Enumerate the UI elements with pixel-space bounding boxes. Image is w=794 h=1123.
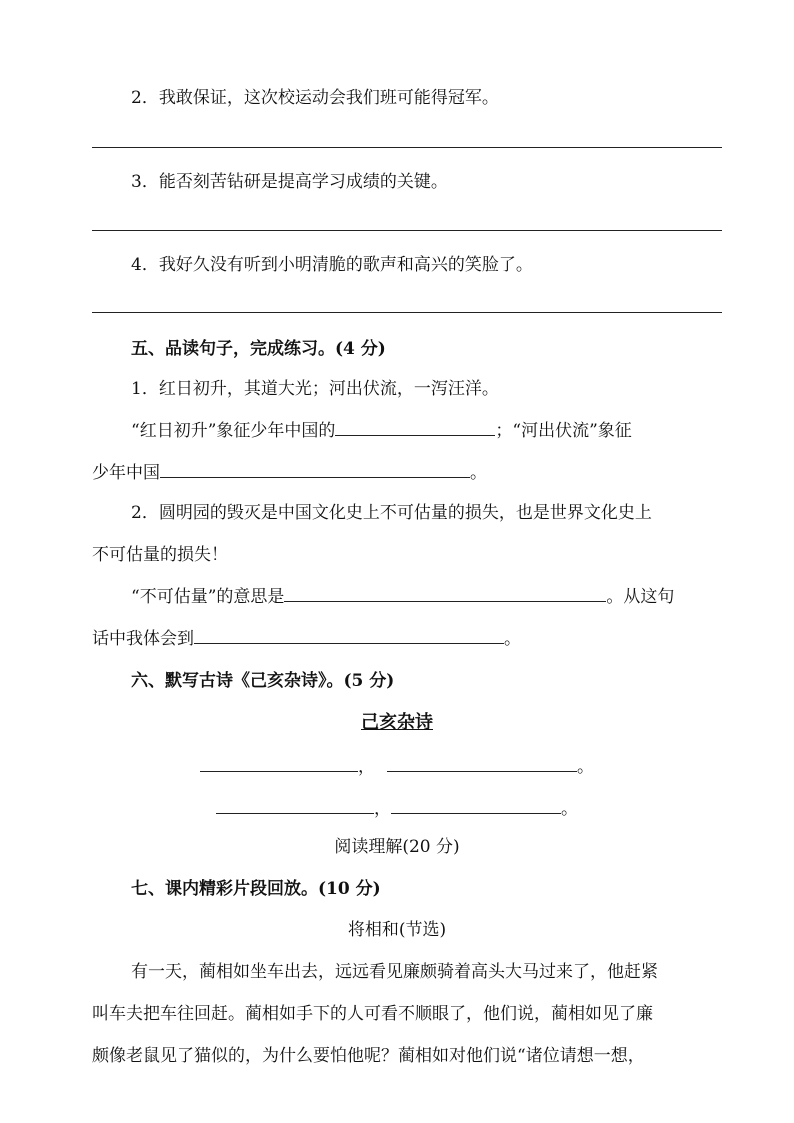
sentence-1-prompt-a: “红日初升”象征少年中国的	[131, 421, 336, 441]
sentence-1-prompt-b: ；“河出伏流”象征	[495, 421, 632, 441]
question-3: 3．能否刻苦钻研是提高学习成绩的关键。	[131, 172, 448, 192]
poem-period-2: 。	[561, 799, 578, 819]
passage-line-1: 有一天，蔺相如坐车出去，远远看见廉颇骑着高头大马过来了，他赶紧	[131, 962, 658, 982]
poem-line-1	[0, 755, 794, 779]
sentence-1: 1．红日初升，其道大光；河出伏流，一泻汪洋。	[131, 379, 499, 399]
poem-blank-3[interactable]	[216, 813, 374, 814]
sentence-2-line2: 不可估量的损失！	[92, 545, 228, 565]
passage-line-3: 颇像老鼠见了猫似的，为什么要怕他呢？蔺相如对他们说“诸位请想一想，	[92, 1046, 645, 1066]
sentence-1-end: 。	[470, 463, 487, 483]
sentence-2-prompt-c: 话中我体会到	[92, 629, 194, 649]
blank-1b[interactable]	[160, 477, 470, 478]
poem-title: 己亥杂诗	[361, 712, 433, 733]
blank-2b[interactable]	[194, 643, 504, 644]
passage-title: 将相和(节选)	[347, 920, 447, 940]
sentence-2-line1: 2．圆明园的毁灭是中国文化史上不可估量的损失，也是世界文化史上	[131, 503, 652, 523]
sentence-1-question-line2	[92, 461, 487, 485]
blank-1a[interactable]	[335, 435, 495, 436]
passage-line-2: 叫车夫把车往回赶。蔺相如手下的人可看不顺眼了，他们说，蔺相如见了廉	[92, 1004, 653, 1024]
poem-comma-1: ，	[358, 757, 375, 777]
poem-blank-2[interactable]	[387, 771, 577, 772]
sentence-2-end: 。	[504, 629, 521, 649]
answer-line-4[interactable]	[92, 312, 722, 313]
sentence-1-prompt-c: 少年中国	[92, 463, 160, 483]
question-2: 2．我敢保证，这次校运动会我们班可能得冠军。	[131, 88, 499, 108]
poem-line-2	[0, 797, 794, 821]
answer-line-3[interactable]	[92, 230, 722, 231]
sentence-2-prompt-a: “不可估量”的意思是	[131, 587, 285, 607]
section-5-heading: 五、品读句子，完成练习。(4 分)	[131, 339, 386, 359]
section-7-heading: 七、课内精彩片段回放。(10 分)	[131, 879, 381, 899]
section-6-heading: 六、默写古诗《己亥杂诗》。(5 分)	[131, 671, 395, 691]
answer-line-2[interactable]	[92, 147, 722, 148]
sentence-2-question-line2	[92, 627, 521, 651]
blank-2a[interactable]	[284, 601, 606, 602]
sentence-2-prompt-b: 。从这句	[606, 587, 675, 607]
sentence-1-question-line1	[131, 419, 632, 443]
poem-comma-2: ，	[374, 799, 391, 819]
sentence-2-question-line1	[131, 585, 674, 609]
poem-period-1: 。	[577, 757, 594, 777]
poem-blank-4[interactable]	[391, 813, 561, 814]
question-4: 4．我好久没有听到小明清脆的歌声和高兴的笑脸了。	[131, 255, 533, 275]
poem-blank-1[interactable]	[200, 771, 358, 772]
reading-section-title: 阅读理解(20 分)	[334, 837, 460, 857]
